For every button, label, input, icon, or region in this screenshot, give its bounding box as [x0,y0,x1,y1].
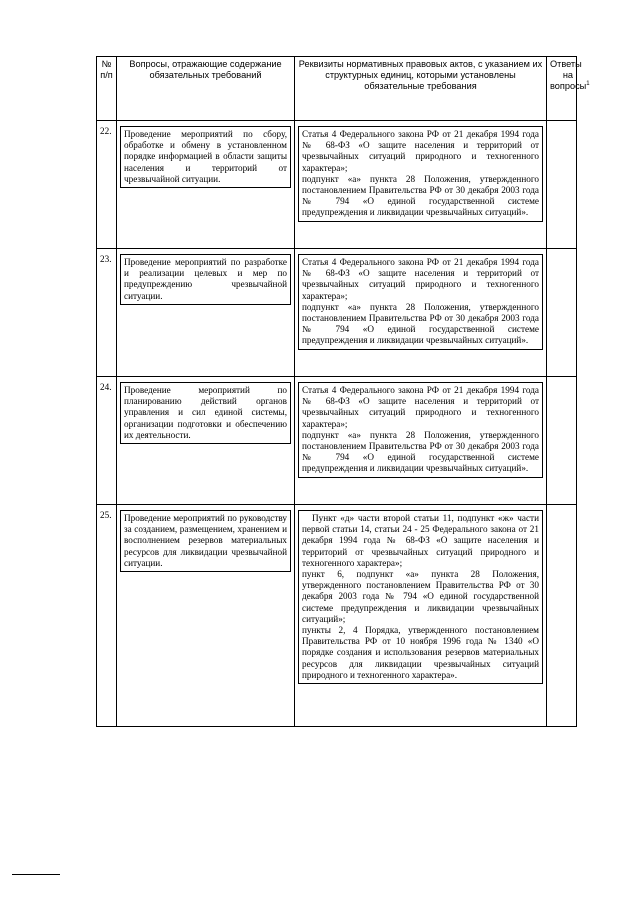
requisite-text: Статья 4 Федерального закона РФ от 21 декабря 1994 года № 68-ФЗ «О защите населения и территорий от чрезвычайных ситуаций природного и техногенного характера»; [302,129,539,173]
row-question-text: Проведение мероприятий по разработке и реализации целевых и мер по предупреждению чрезвычайной ситуации. [120,254,291,305]
row-requisites [295,505,547,727]
requisite-text: подпункт «а» пункта 28 Положения, утвержденного постановлением Правительства РФ от 30 декабря 2003 года № 794 «О единой государственной системе предупреждения и ликвидации чрезвычайных ситуаций». [302,301,539,346]
row-answer-cell[interactable] [547,377,577,505]
row-number-text: 22. [100,126,112,136]
row-question [117,505,295,727]
requisite-text: подпункт «а» пункта 28 Положения, утвержденного постановлением Правительства РФ от 30 декабря 2003 года № 794 «О единой государственной системе предупреждения и ликвидации чрезвычайных ситуаций». [302,173,539,218]
row-requisites [295,377,547,505]
requisite-text: Статья 4 Федерального закона РФ от 21 декабря 1994 года № 68-ФЗ «О защите населения и территорий от чрезвычайных ситуаций природного и техногенного характера»; [302,257,539,301]
requisite-text: пункты 2, 4 Порядка, утвержденного постановлением Правительства РФ от 10 ноября 1996 года № 1340 «О порядке создания и использования резервов материальных ресурсов для ликвидации чрезвычайных ситуаций природного и техногенного характера». [302,625,539,680]
row-question-text: Проведение мероприятий по планированию действий органов управления и сил единой системы, организации подготовки и обеспечению их деятельности. [120,382,291,444]
row-number [97,249,117,377]
requisite-text: Пункт «д» части второй статьи 11, подпункт «ж» части первой статьи 14, статьи 24 - 25 Федерального закона от 21 декабря 1994 года № 68-ФЗ «О защите населения и территорий от чрезвычайных ситуаций природного и техногенного характера»; [302,513,539,568]
row-number [97,121,117,249]
requisite-text: Статья 4 Федерального закона РФ от 21 декабря 1994 года № 68-ФЗ «О защите населения и территорий от чрезвычайных ситуаций природного и техногенного характера»; [302,385,539,429]
footnote-mark: 1 [586,81,590,88]
row-number [97,377,117,505]
table-row [97,505,577,727]
requisite-text: пункт 6, подпункт «а» пункта 28 Положения, утвержденного постановлением Правительства РФ от 30 декабря 2003 года № 794 «О единой государственной системе предупреждения и ликвидации чрезвычайных ситуаций»; [302,569,539,624]
header-answers-label: Ответы на вопросы [550,59,587,92]
table-header-row [97,57,577,121]
row-question-text: Проведение мероприятий по сбору, обработке и обмену в установленном порядке информацией в области защиты населения и территорий от чрезвычайной ситуации. [120,126,291,188]
footnote-separator [12,874,60,875]
row-number-text: 24. [100,382,112,392]
row-number-text: 23. [100,254,112,264]
row-number [97,505,117,727]
table-row [97,121,577,249]
table-row [97,377,577,505]
row-requisites [295,249,547,377]
requisite-text: подпункт «а» пункта 28 Положения, утвержденного постановлением Правительства РФ от 30 декабря 2003 года № 794 «О единой государственной системе предупреждения и ликвидации чрезвычайных ситуаций». [302,429,539,474]
row-answer-cell[interactable] [547,121,577,249]
row-question [117,249,295,377]
table-row [97,249,577,377]
row-question-text: Проведение мероприятий по руководству за созданием, размещением, хранением и восполнением резервов материальных ресурсов для ликвидации чрезвычайной ситуации. [120,510,291,572]
row-number-text: 25. [100,510,112,520]
row-answer-cell[interactable] [547,505,577,727]
requirements-table [96,56,590,727]
row-question [117,121,295,249]
header-answers [547,57,590,121]
header-questions: Вопросы, отражающие содержание обязательных требований [117,57,295,121]
row-question [117,377,295,505]
row-answer-cell[interactable] [547,249,577,377]
header-requisites: Реквизиты нормативных правовых актов, с указанием их структурных единиц, которыми установлены обязательные требования [295,57,547,121]
header-num: № п/п [97,57,117,121]
row-requisites [295,121,547,249]
